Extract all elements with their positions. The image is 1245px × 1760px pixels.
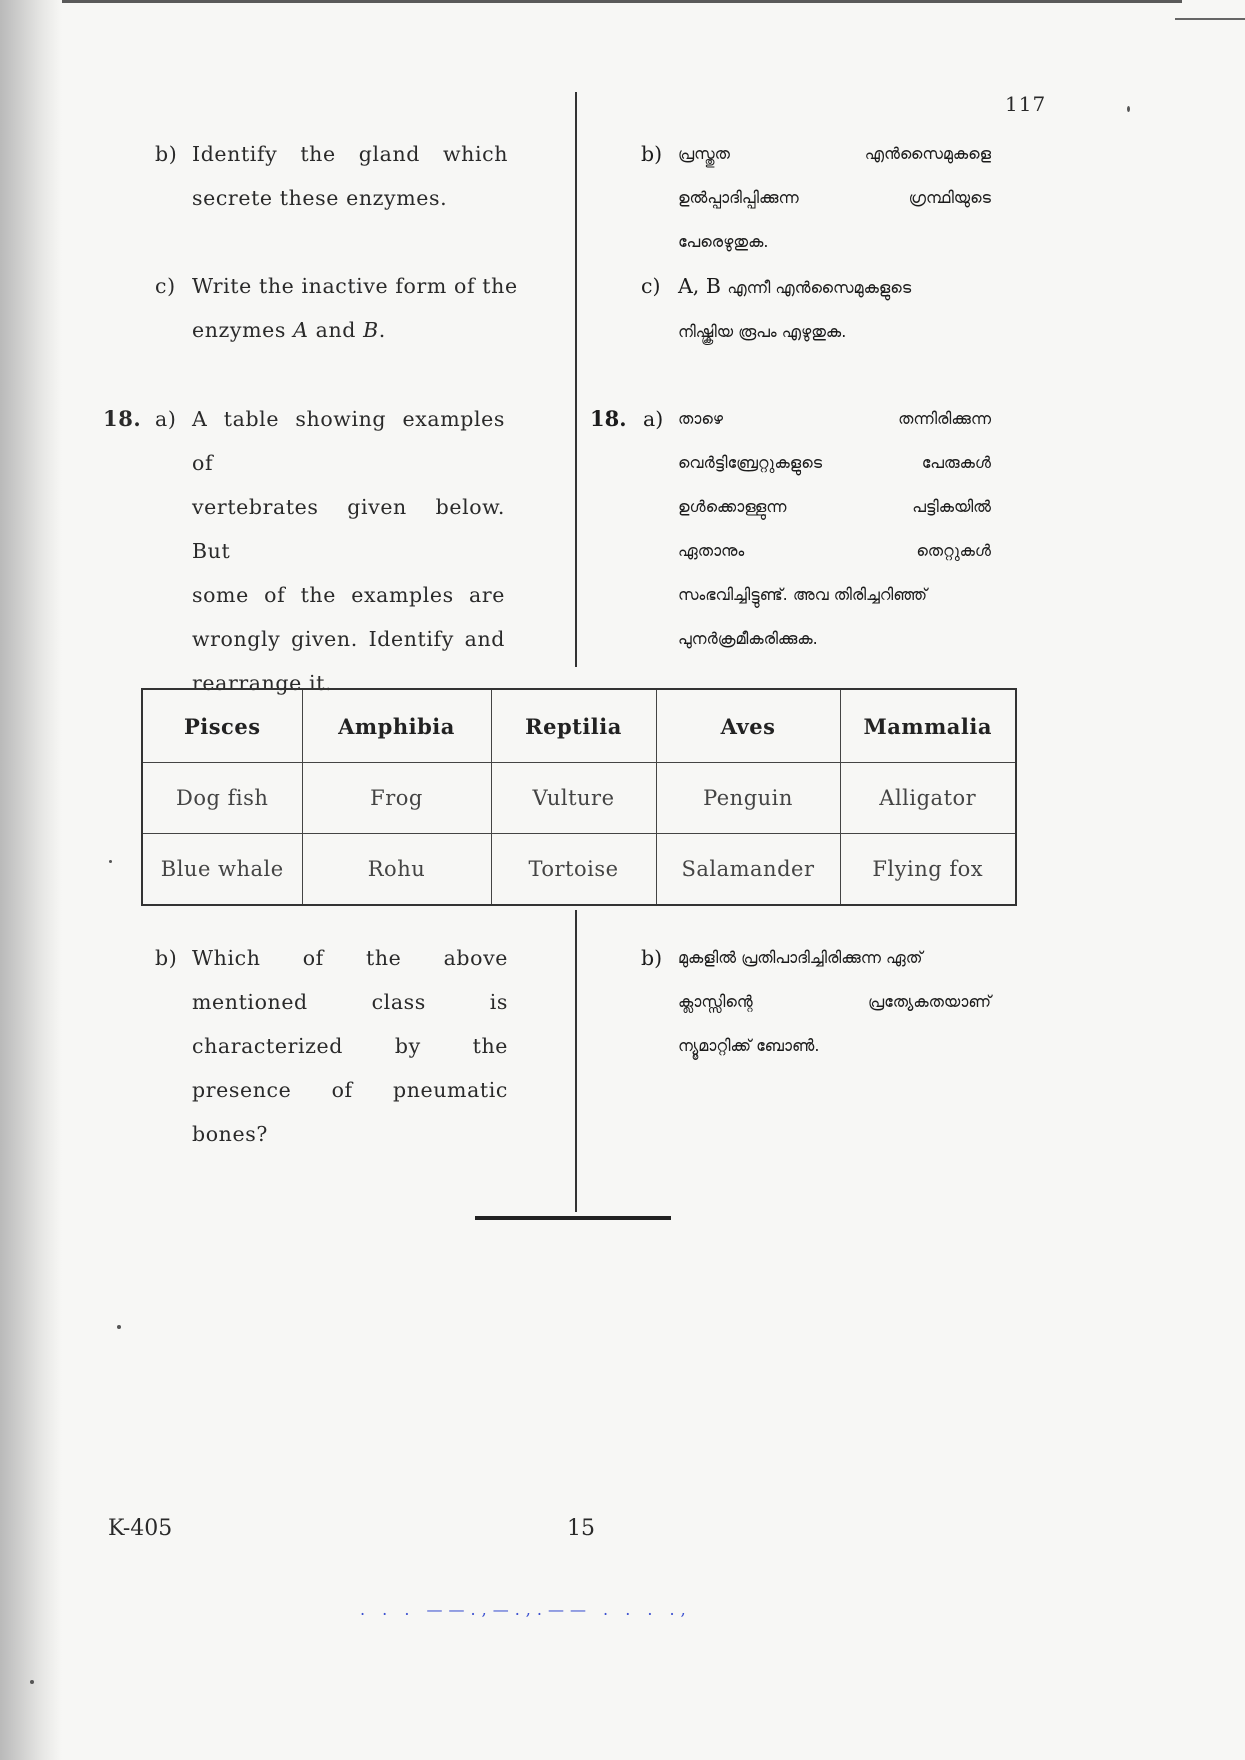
q18a-ml-line: താഴെ തന്നിരിക്കുന്ന	[678, 409, 991, 428]
q18a-ml-label: a)	[643, 407, 664, 431]
q17b-ml-label: b)	[641, 142, 663, 166]
q18a-ml-line: ഏതാനും തെറ്റുകൾ	[678, 541, 991, 560]
table-cell: Frog	[302, 763, 491, 834]
q18a-label: a)	[155, 407, 177, 431]
top-border-line	[62, 0, 1182, 3]
table-header-cell: Aves	[656, 689, 840, 763]
q17c-text: .	[378, 318, 386, 342]
q18-ml-number: 18.	[590, 406, 627, 431]
table-header-row	[142, 689, 1016, 763]
q18b-ml-line: ന്യൂമാറ്റിക്ക് ബോൺ.	[678, 1036, 820, 1055]
table-cell: Blue whale	[142, 834, 302, 906]
q18a-ml-line: ഉൾക്കൊള്ളുന്ന പട്ടികയിൽ	[678, 497, 991, 516]
q17c-line: Write the inactive form of the	[192, 274, 518, 298]
page-number: 117	[1005, 92, 1047, 116]
enzyme-a-symbol: A	[293, 318, 309, 342]
q17c-ml-line: എന്നീ എൻസൈമുകളുടെ	[727, 278, 912, 297]
q18b-line: characterized by the	[192, 1034, 508, 1058]
q18-number: 18.	[103, 406, 142, 431]
table-header-cell: Mammalia	[840, 689, 1016, 763]
column-divider-top	[575, 92, 577, 667]
column-divider-bottom	[575, 910, 577, 1212]
footer-page-number: 15	[567, 1516, 595, 1541]
table-cell: Dog fish	[142, 763, 302, 834]
q18a-line: vertebrates given below. But	[192, 495, 505, 563]
table-cell: Salamander	[656, 834, 840, 906]
q18a-line: wrongly given. Identify and	[192, 627, 505, 651]
table-row	[142, 834, 1016, 906]
corner-mark	[1175, 0, 1245, 20]
q18a-ml-line: സംഭവിച്ചിട്ടുണ്ട്. അവ തിരിച്ചറിഞ്ഞ്	[678, 585, 928, 604]
q17c-line2	[192, 308, 508, 352]
q18b-label: b)	[155, 946, 178, 970]
q17b-line: Identify the gland which	[192, 142, 508, 166]
q17c-label: c)	[155, 274, 176, 298]
q17b-ml-line: പേരെഴുതുക.	[678, 232, 769, 251]
q17c-text: and	[308, 318, 364, 342]
q18b-line: presence of pneumatic	[192, 1078, 508, 1102]
scan-speck	[1127, 106, 1130, 112]
q18b-ml-label: b)	[641, 946, 663, 970]
table-cell: Alligator	[840, 763, 1016, 834]
q18a-ml-line: പുനർക്രമീകരിക്കുക.	[678, 629, 818, 648]
q17b-ml-line: പ്രസ്തുത എൻസൈമുകളെ	[678, 144, 991, 163]
scan-speck	[117, 1325, 121, 1329]
scan-speck	[30, 1680, 34, 1684]
q17b-label: b)	[155, 142, 178, 166]
vertebrate-examples-table	[141, 688, 1017, 906]
paper-code: K-405	[108, 1516, 173, 1541]
table-row	[142, 763, 1016, 834]
scan-speck	[109, 860, 112, 863]
table-cell: Flying fox	[840, 834, 1016, 906]
end-of-question-rule	[475, 1216, 671, 1220]
q17c-ml-line: നിഷ്ക്രിയ രൂപം എഴുതുക.	[678, 322, 847, 341]
table-cell: Rohu	[302, 834, 491, 906]
table-header-cell: Amphibia	[302, 689, 491, 763]
q18a-line: some of the examples are	[192, 583, 505, 607]
q17c-ml-label: c)	[641, 274, 661, 298]
table-header-cell: Pisces	[142, 689, 302, 763]
scan-edge-shadow	[0, 0, 62, 1760]
q18b-ml-line: മുകളിൽ പ്രതിപാദിച്ചിരിക്കുന്ന ഏത്	[678, 948, 923, 967]
q18b-ml-line: ക്ലാസ്സിന്റെ പ്രത്യേകതയാണ്	[678, 992, 991, 1011]
table-header-cell: Reptilia	[491, 689, 656, 763]
q17c-ml-enzymes: A, B	[678, 274, 728, 298]
q18b-line: bones?	[192, 1122, 268, 1146]
q17c-text: enzymes	[192, 318, 294, 342]
q17b-ml-line: ഉൽപ്പാദിപ്പിക്കുന്ന ഗ്രന്ഥിയുടെ	[678, 188, 991, 207]
table-cell: Penguin	[656, 763, 840, 834]
q18a-line: rearrange it.	[192, 671, 333, 695]
table-cell: Vulture	[491, 763, 656, 834]
table-cell: Tortoise	[491, 834, 656, 906]
q18a-line: A table showing examples of	[192, 407, 505, 475]
q18b-line: mentioned class is	[192, 990, 508, 1014]
q18a-ml-line: വെർട്ടിബ്രേറ്റുകളുടെ പേരുകൾ	[678, 453, 991, 472]
blue-stamp-marks: . . . ——.,—.,.—— . . . .,	[360, 1600, 692, 1619]
enzyme-b-symbol: B	[363, 318, 379, 342]
q18b-line: Which of the above	[192, 946, 508, 970]
q17b-line: secrete these enzymes.	[192, 186, 448, 210]
